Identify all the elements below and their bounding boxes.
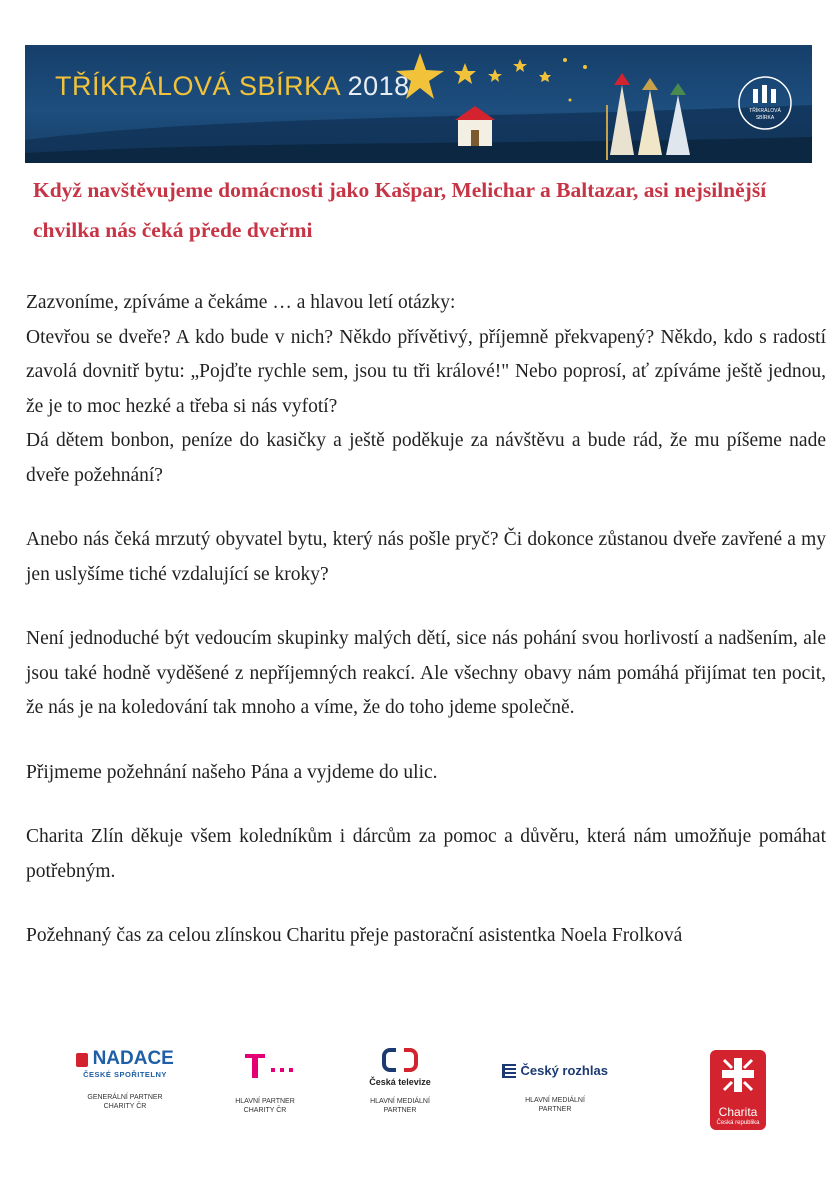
nadace-s-icon [76,1053,88,1067]
telekom-caption-1: HLAVNÍ PARTNER [235,1098,295,1105]
telekom-t-icon [235,1048,295,1082]
paragraph-dekuje: Charita Zlín děkuje všem koledníkům i dárcům za pomoc a důvěru, která nám umožňuje pomáhat potřebným. [26,826,826,882]
logo-charita [710,1050,766,1130]
paragraph-questions: Otevřou se dveře? A kdo bude v nich? Někdo přívětivý, příjemně překvapený? Někdo, kdo s radostí zavolá dovnitř bytu: „Pojďte rychle sem, jsou tu tři králové!" Nebo poprosí, ať zpíváme ještě jednou, že je to moc hezké a třeba si nás vyfotí? [26,326,826,417]
paragraph-pozehnani: Přijmeme požehnání našeho Pána a vyjdeme do ulic. [26,761,438,783]
logo-telekom [215,1048,315,1115]
cr-caption-1: HLAVNÍ MEDIÁLNÍ [525,1097,585,1104]
paragraph-podpis: Požehnaný čas za celou zlínskou Charitu přeje pastorační asistentka Noela Frolková [26,925,683,946]
nadace-sub: ČESKÉ SPOŘITELNY [83,1070,167,1079]
cr-name: Český rozhlas [520,1063,608,1078]
banner-title-text: TŘÍKRÁLOVÁ SBÍRKA [55,71,340,101]
paragraph-intro: Zazvoníme, zpíváme a čekáme … a hlavou letí otázky: [26,292,456,313]
badge-line2: SBÍRKA [755,115,775,121]
nadace-caption-1: GENERÁLNÍ PARTNER [87,1094,163,1101]
charita-badge [710,1050,766,1130]
partner-logos [0,1048,840,1168]
house-icon [455,106,495,146]
logo-nadace [60,1048,190,1111]
nadace-caption-2: CHARITY ČR [103,1103,147,1110]
article-body [26,286,826,954]
article-headline: Když navštěvujeme domácnosti jako Kašpar, Melichar a Baltazar, asi nejsilnější chvilka nás čeká přede dveřmi [33,178,767,242]
logo-ct [350,1048,450,1115]
cr-icon [502,1064,516,1078]
charita-sub: Česká republika [716,1120,760,1126]
ct-icon [382,1048,418,1072]
three-kings-illustration [606,73,690,160]
ct-name: Česká televize [369,1077,431,1087]
cr-caption-2: PARTNER [538,1106,572,1113]
charita-cross-icon [710,1050,766,1100]
banner-title [55,71,410,102]
telekom-caption-2: CHARITY ČR [243,1107,287,1114]
logo-cr [495,1062,615,1114]
banner-illustration [25,45,812,163]
charita-name: Charita [718,1105,758,1119]
paragraph-vedouci: Není jednoduché být vedoucím skupinky malých dětí, sice nás pohání svou horlivostí a nadšením, ale jsou také hodně vyděšené z nepříjemných reakcí. Ale všechny obavy nám pomáhá přijímat ten pocit, že nás je na koledování tak mnoho a víme, že do toho jdeme společně. [26,628,826,718]
nadace-name: NADACE [92,1048,174,1069]
badge-line1: TŘÍKRÁLOVÁ [749,108,781,114]
banner-year: 2018 [347,71,410,101]
paragraph-mrzuty: Anebo nás čeká mrzutý obyvatel bytu, který nás pošle pryč? Či dokonce zůstanou dveře zavřené a my jen uslyšíme tiché vzdalující se kroky? [26,529,826,585]
header-banner [25,45,812,163]
paragraph-bonbon: Dá dětem bonbon, peníze do kasičky a ještě poděkuje za návštěvu a bude rád, že mu píšeme nade dveře požehnání? [26,430,826,486]
ct-caption-2: PARTNER [383,1107,417,1114]
ct-caption-1: HLAVNÍ MEDIÁLNÍ [370,1098,430,1105]
